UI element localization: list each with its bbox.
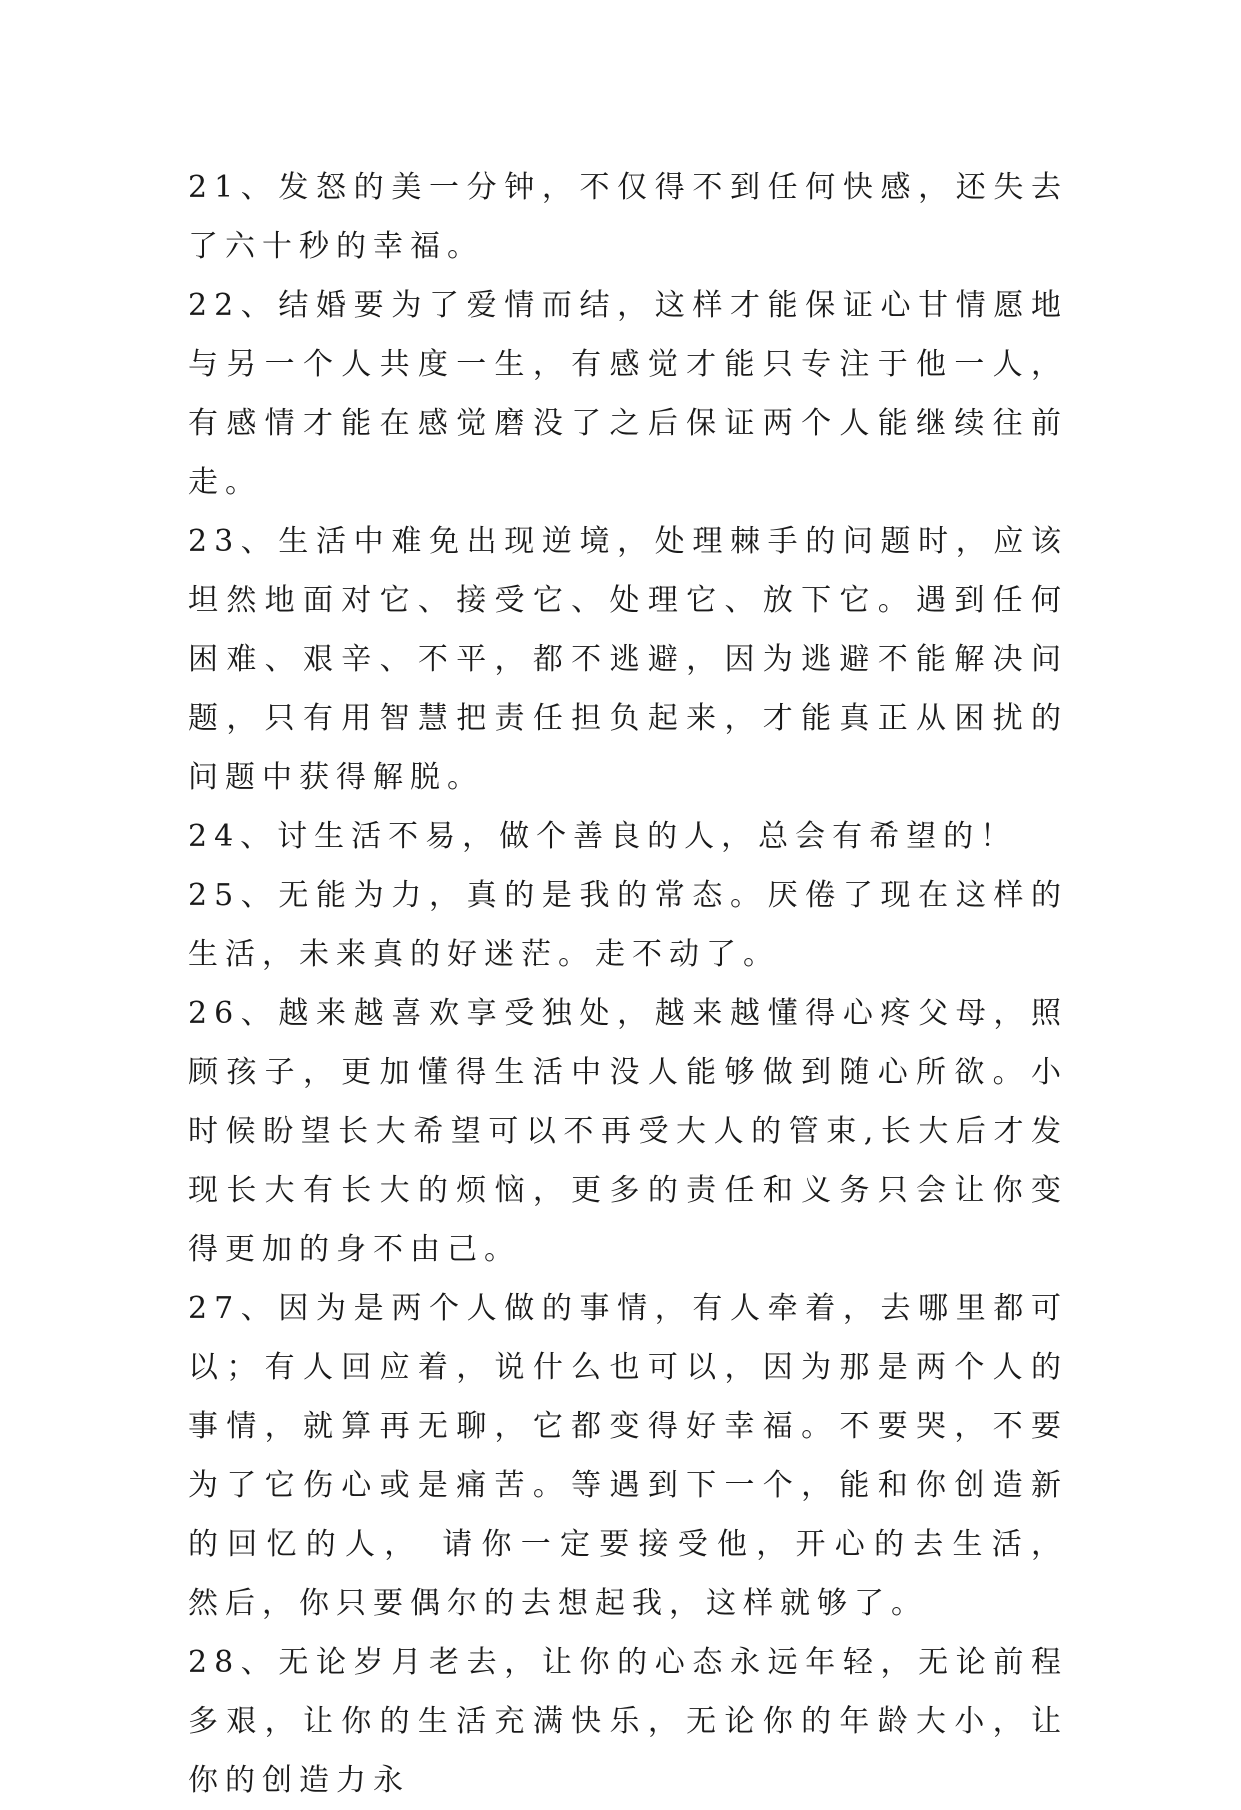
- paragraph-26: 26、越来越喜欢享受独处，越来越懂得心疼父母，照顾孩子，更加懂得生活中没人能够做到随心所欲。小时候盼望长大希望可以不再受大人的管束,长大后才发现长大有长大的烦恼，更多的责任和义务只会让你变得更加的身不由己。: [188, 996, 1068, 1267]
- document-body: [188, 158, 1068, 1810]
- paragraph-25: 25、无能为力，真的是我的常态。厌倦了现在这样的生活，未来真的好迷茫。走不动了。: [188, 878, 1068, 972]
- paragraph-27: 27、因为是两个人做的事情，有人牵着，去哪里都可以；有人回应着，说什么也可以，因为那是两个人的事情，就算再无聊，它都变得好幸福。不要哭，不要为了它伤心或是痛苦。等遇到下一个，能和你创造新的回忆的人， 请你一定要接受他，开心的去生活， 然后，你只要偶尔的去想起我，这样就够了。: [188, 1291, 1068, 1621]
- paragraph-28: 28、无论岁月老去，让你的心态永远年轻，无论前程多艰，让你的生活充满快乐，无论你的年龄大小，让你的创造力永: [188, 1645, 1068, 1798]
- paragraph-22: 22、结婚要为了爱情而结，这样才能保证心甘情愿地与另一个人共度一生，有感觉才能只专注于他一人，有感情才能在感觉磨没了之后保证两个人能继续往前走。: [188, 288, 1068, 500]
- paragraph-24: 24、讨生活不易，做个善良的人，总会有希望的！: [188, 819, 1018, 854]
- paragraph-21: 21、发怒的美一分钟，不仅得不到任何快感，还失去了六十秒的幸福。: [188, 170, 1068, 264]
- paragraph-23: 23、生活中难免出现逆境，处理棘手的问题时，应该坦然地面对它、接受它、处理它、放下它。遇到任何困难、艰辛、不平，都不逃避，因为逃避不能解决问题，只有用智慧把责任担负起来，才能真正从困扰的问题中获得解脱。: [188, 524, 1068, 795]
